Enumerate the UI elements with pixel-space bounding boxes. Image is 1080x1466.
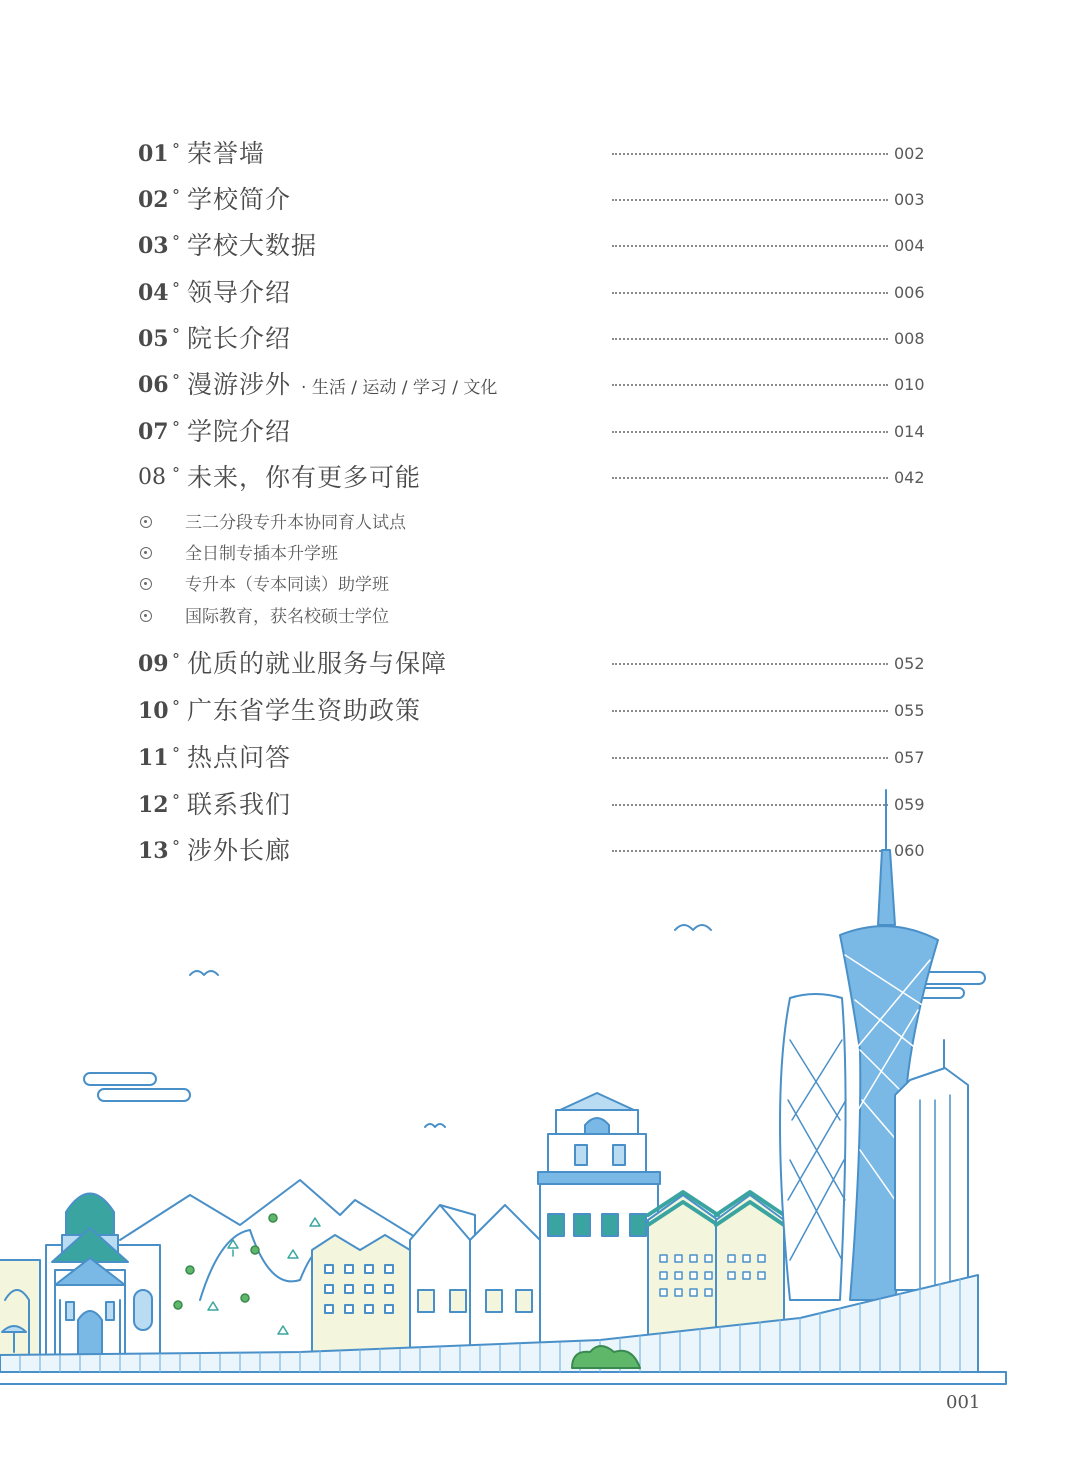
page-number: 001 bbox=[946, 1392, 981, 1413]
toc-title: 联系我们 bbox=[187, 790, 292, 819]
clock-tower-building bbox=[538, 1093, 660, 1355]
toc-title: 学校大数据 bbox=[187, 231, 318, 260]
toc-page: 004 bbox=[894, 236, 925, 255]
bird-icon bbox=[425, 1124, 445, 1127]
degree-mark: ° bbox=[172, 791, 180, 810]
subitem-label: 全日制专插本升学班 bbox=[185, 544, 338, 564]
toc-number: 07 bbox=[138, 419, 169, 445]
toc-number: 04 bbox=[138, 280, 169, 306]
toc-page: 055 bbox=[894, 701, 925, 720]
toc-number: 13 bbox=[138, 838, 169, 864]
toc-number: 08 bbox=[138, 465, 166, 490]
toc-page: 003 bbox=[894, 190, 925, 209]
subitem-label: 专升本（专本同读）助学班 bbox=[185, 575, 389, 595]
domed-building bbox=[46, 1194, 160, 1356]
degree-mark: ° bbox=[172, 418, 180, 437]
degree-mark: ° bbox=[172, 464, 180, 483]
toc-title: 漫游涉外 · 生活 / 运动 / 学习 / 文化 bbox=[187, 370, 498, 399]
toc-title: 涉外长廊 bbox=[187, 836, 292, 865]
tree-icon bbox=[174, 1214, 277, 1309]
degree-mark: ° bbox=[172, 186, 180, 205]
degree-mark: ° bbox=[172, 744, 180, 763]
cloud-icon bbox=[84, 1073, 190, 1101]
toc-subtitle: · 生活 / 运动 / 学习 / 文化 bbox=[301, 378, 498, 398]
pine-icon bbox=[208, 1218, 320, 1334]
toc-title: 学校简介 bbox=[187, 185, 292, 214]
toc-title: 热点问答 bbox=[187, 743, 292, 772]
toc-page: 010 bbox=[894, 375, 925, 394]
toc-number: 10 bbox=[138, 698, 169, 724]
toc-number: 11 bbox=[138, 745, 169, 771]
toc-page: 052 bbox=[894, 654, 925, 673]
degree-mark: ° bbox=[172, 140, 180, 159]
toc-number: 05 bbox=[138, 326, 169, 352]
toc-page: 002 bbox=[894, 144, 925, 163]
toc-number: 03 bbox=[138, 233, 169, 259]
toc-title: 院长介绍 bbox=[187, 324, 292, 353]
subitem-label: 三二分段专升本协同育人试点 bbox=[185, 513, 406, 533]
toc-page: 060 bbox=[894, 841, 925, 860]
toc-title: 优质的就业服务与保障 bbox=[187, 649, 448, 678]
toc-title: 荣誉墙 bbox=[187, 139, 266, 168]
degree-mark: ° bbox=[172, 697, 180, 716]
degree-mark: ° bbox=[172, 650, 180, 669]
toc-page: 008 bbox=[894, 329, 925, 348]
degree-mark: ° bbox=[172, 371, 180, 390]
toc-page: 006 bbox=[894, 283, 925, 302]
toc-number: 02 bbox=[138, 187, 169, 213]
toc-page: 057 bbox=[894, 748, 925, 767]
toc-number: 12 bbox=[138, 792, 169, 818]
bird-icon bbox=[675, 925, 711, 930]
toc-page: 014 bbox=[894, 422, 925, 441]
toc-number: 09 bbox=[138, 651, 169, 677]
degree-mark: ° bbox=[172, 279, 180, 298]
subitem-label: 国际教育，获名校硕士学位 bbox=[185, 607, 389, 627]
toc-title: 广东省学生资助政策 bbox=[187, 696, 422, 725]
gable-houses bbox=[312, 1205, 540, 1355]
toc-title: 未来，你有更多可能 bbox=[187, 463, 422, 492]
degree-mark: ° bbox=[172, 325, 180, 344]
toc-title: 领导介绍 bbox=[187, 278, 292, 307]
toc-number: 06 bbox=[138, 372, 169, 398]
toc-number: 01 bbox=[138, 141, 169, 167]
degree-mark: ° bbox=[172, 837, 180, 856]
lattice-tower bbox=[780, 994, 846, 1300]
bird-icon bbox=[190, 971, 218, 975]
toc-page: 042 bbox=[894, 468, 925, 487]
mountain-outline bbox=[120, 1180, 420, 1240]
toc-page: 059 bbox=[894, 795, 925, 814]
degree-mark: ° bbox=[172, 232, 180, 251]
toc-title: 学院介绍 bbox=[187, 417, 292, 446]
